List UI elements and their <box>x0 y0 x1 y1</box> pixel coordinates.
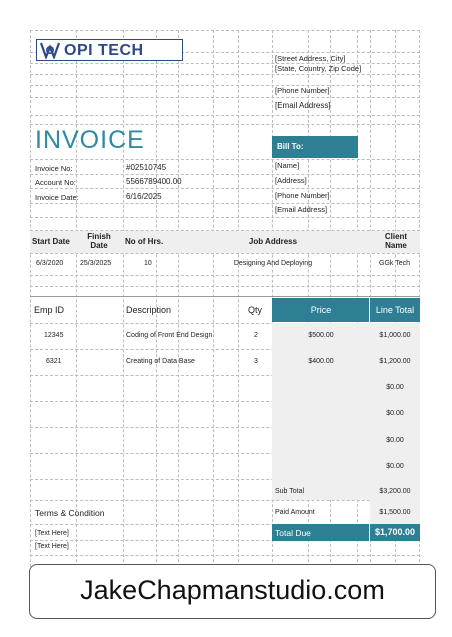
item-line-total: $1,000.00 <box>379 332 411 339</box>
bill-to-header <box>272 136 358 158</box>
qty-header: Qty <box>248 305 263 315</box>
job-finish-value: 25/3/2025 <box>80 260 112 267</box>
job-hrs-value: 10 <box>144 260 152 267</box>
item-line-total: $0.00 <box>386 384 404 391</box>
item-line-total: $0.00 <box>386 437 404 444</box>
terms-line: [Text Here] <box>35 543 69 550</box>
bill-to-address: [Address] <box>275 176 307 185</box>
terms-line: [Text Here] <box>35 530 69 537</box>
item-description: Creating of Data Base <box>126 358 195 365</box>
item-qty: 2 <box>254 332 258 339</box>
item-description: Coding of Front End Design <box>126 332 213 339</box>
paid-amount-label: Paid Amount <box>275 509 315 516</box>
item-emp-id: 12345 <box>44 332 64 339</box>
job-start-value: 6/3/2020 <box>36 260 64 267</box>
price-column-shade <box>272 323 370 500</box>
item-line-total: $0.00 <box>386 463 404 470</box>
job-start-header: Start Date <box>32 237 70 246</box>
items-top-rule <box>30 296 420 297</box>
terms-heading: Terms & Condition <box>35 508 105 518</box>
bill-to-name: [Name] <box>275 161 300 170</box>
job-finish-header: Finish Date <box>87 232 111 250</box>
company-phone: [Phone Number] <box>275 86 330 95</box>
subtotal-value: $3,200.00 <box>379 488 411 495</box>
bill-to-email: [Email Address] <box>275 205 328 214</box>
invoice-no-label: Invoice No: <box>35 164 73 173</box>
bill-to-phone: [Phone Number] <box>275 191 330 200</box>
subtotal-label: Sub Total <box>275 488 305 495</box>
paid-amount-value: $1,500.00 <box>379 509 411 516</box>
item-emp-id: 6321 <box>46 358 62 365</box>
price-header: Price <box>310 305 332 315</box>
invoice-no-value: #02510745 <box>126 163 167 172</box>
bill-to-heading: Bill To: <box>277 142 304 151</box>
item-price: $400.00 <box>308 358 334 365</box>
logo-text: OPI TECH <box>64 42 144 59</box>
item-line-total: $0.00 <box>386 410 404 417</box>
company-street: [Street Address, City] <box>275 54 346 63</box>
job-address-value: Designing And Deploying <box>233 260 313 267</box>
account-no-value: 5566789400.00 <box>126 177 182 186</box>
page-title: INVOICE <box>35 126 145 154</box>
line-total-header: Line Total <box>375 305 415 315</box>
total-due-value: $1,700.00 <box>374 527 416 537</box>
item-qty: 3 <box>254 358 258 365</box>
description-header: Description <box>126 305 172 315</box>
company-state: [State, Country, Zip Code] <box>275 64 362 73</box>
watermark-text: JakeChapmanstudio.com <box>80 575 385 605</box>
invoice-date-value: 6/16/2025 <box>126 192 162 201</box>
item-price: $500.00 <box>308 332 334 339</box>
emp-id-header: Emp ID <box>34 305 65 315</box>
job-hrs-header: No of Hrs. <box>125 237 164 246</box>
watermark-banner <box>29 564 436 619</box>
company-logo <box>36 39 183 61</box>
account-no-label: Account No: <box>35 178 76 187</box>
company-email: [Email Address] <box>275 101 331 110</box>
logo-mark-icon <box>40 41 60 59</box>
job-client-header: Client Name <box>384 232 408 250</box>
invoice-page <box>30 30 420 607</box>
job-address-header: Job Address <box>248 237 298 246</box>
invoice-date-label: Invoice Date: <box>35 193 79 202</box>
item-line-total: $1,200.00 <box>379 358 411 365</box>
job-client-value: GGk Tech <box>379 260 410 267</box>
total-due-label: Total Due <box>275 528 311 538</box>
